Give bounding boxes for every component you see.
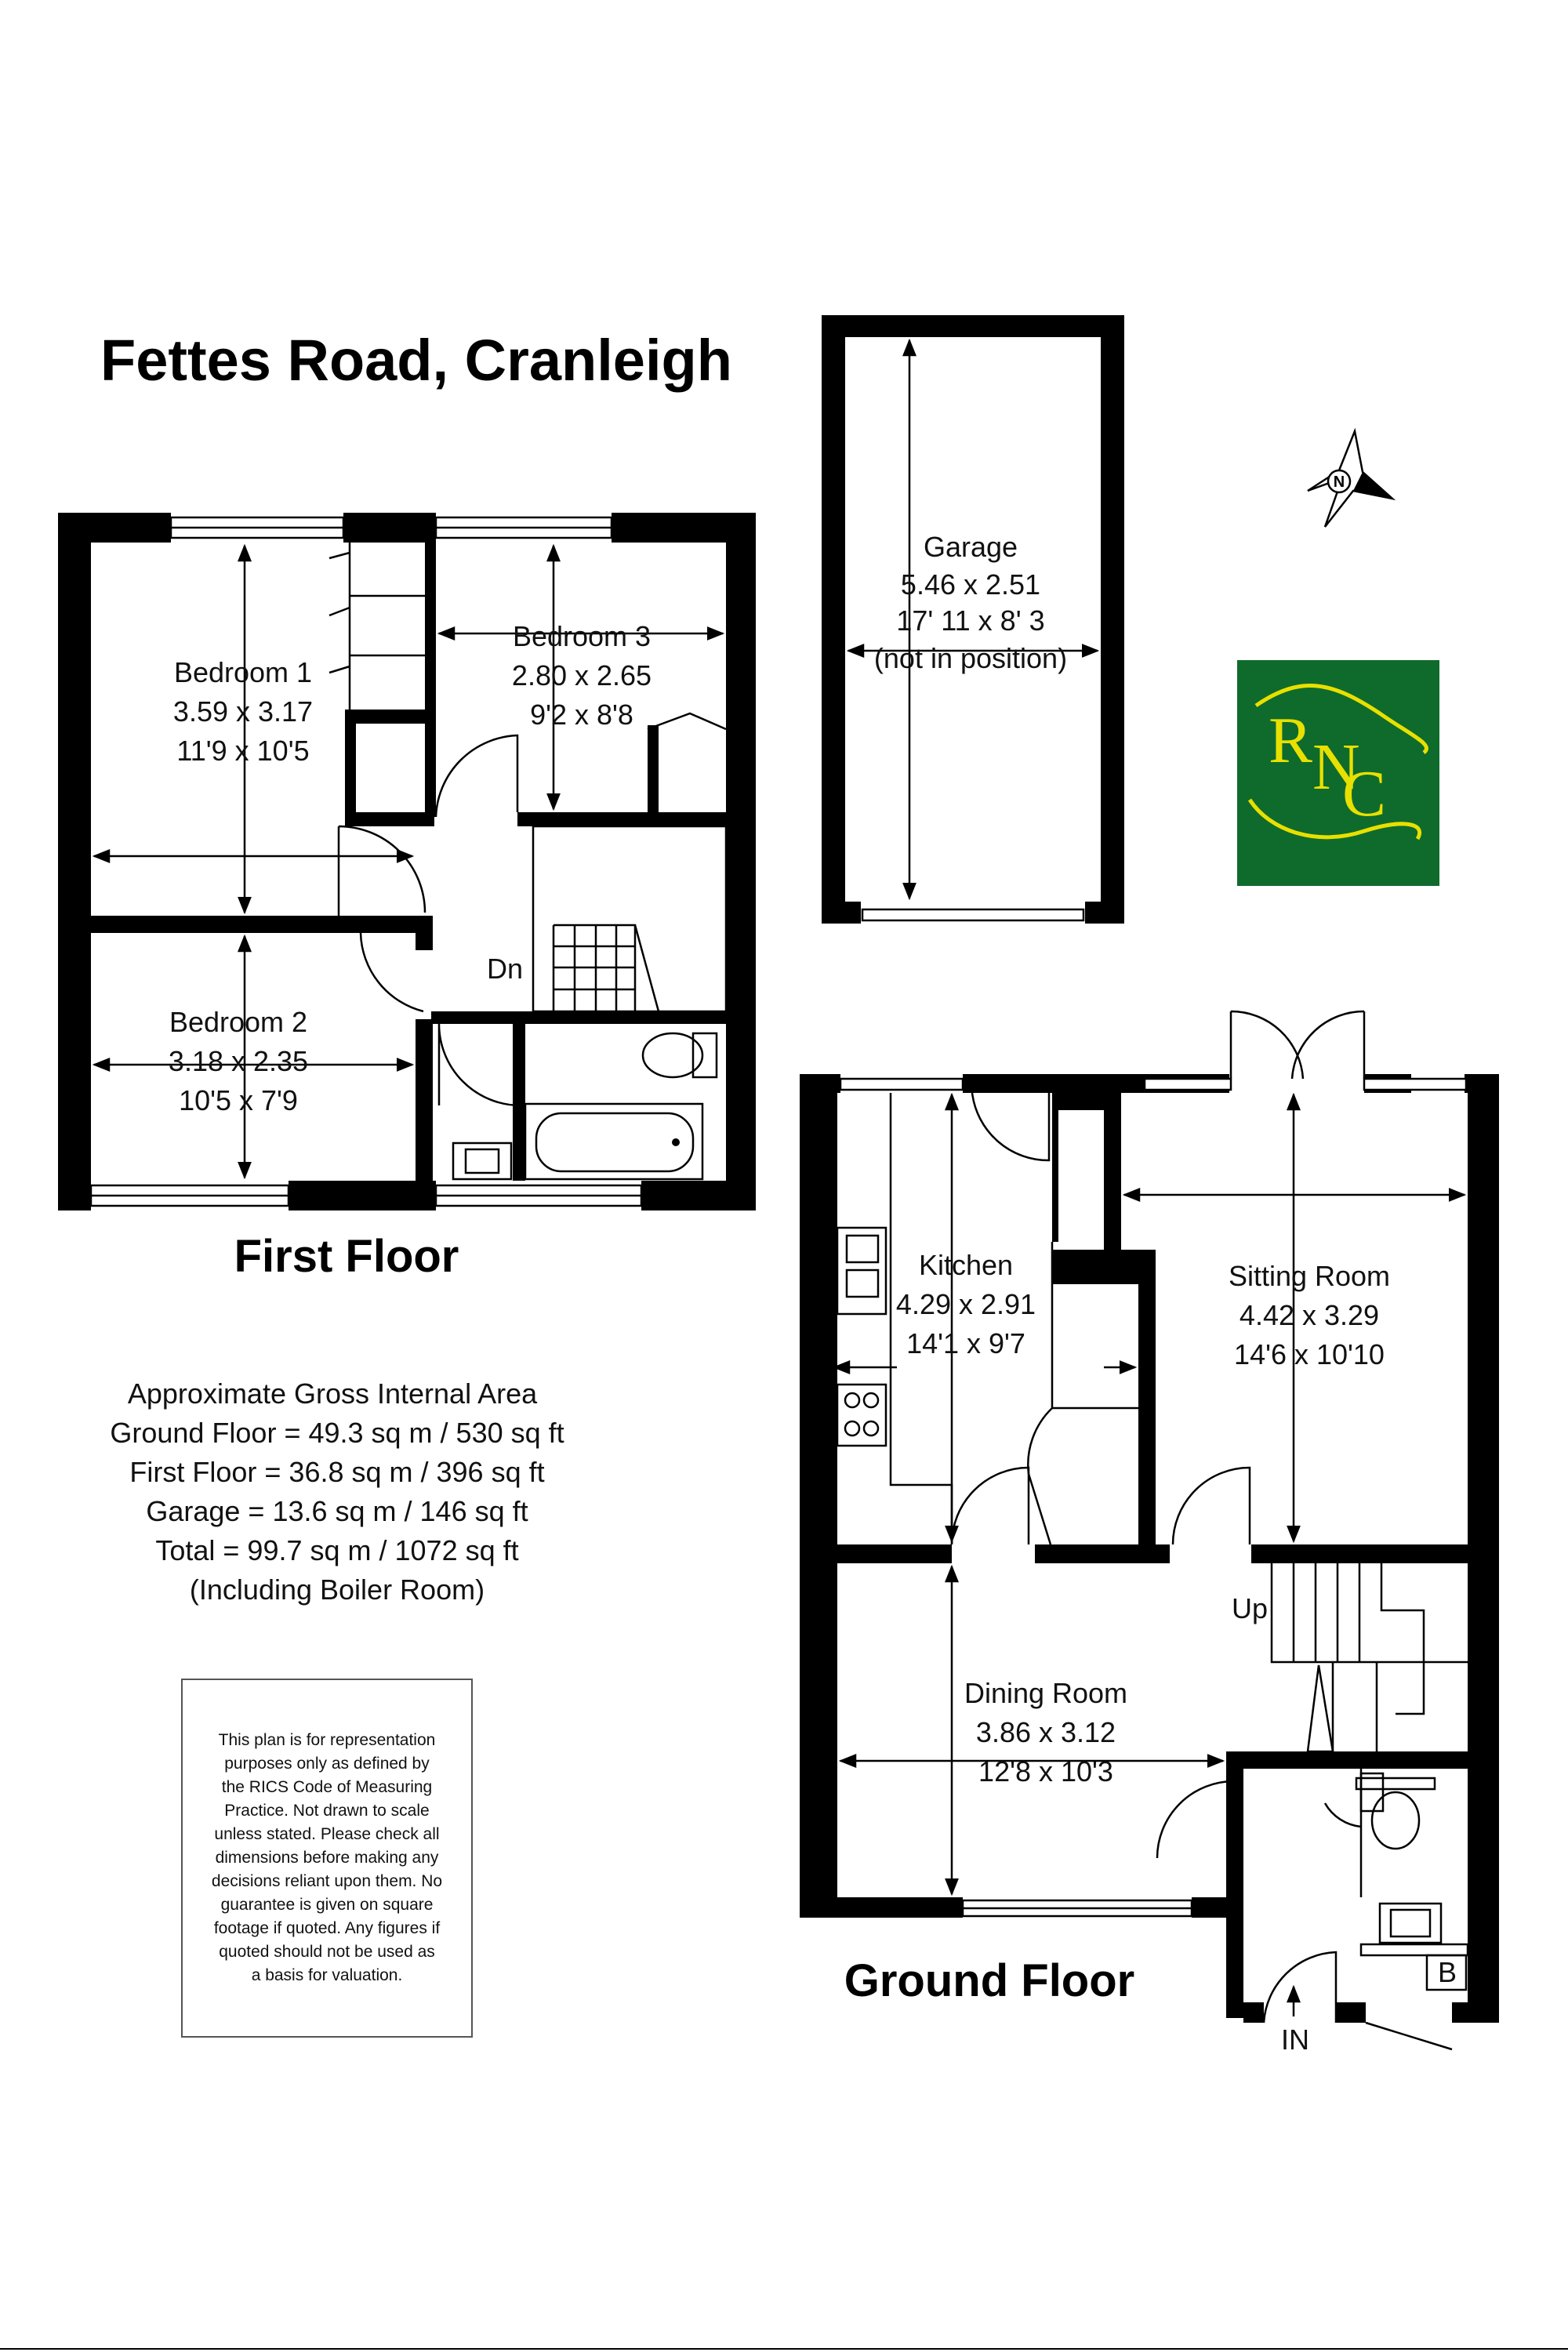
disclaimer-line: the RICS Code of Measuring (221, 1778, 433, 1796)
bedroom2-metric: 3.18 x 2.35 (168, 1045, 309, 1077)
garage-imperial: 17' 11 x 8' 3 (896, 604, 1045, 637)
bedroom3-metric: 2.80 x 2.65 (511, 659, 652, 691)
sitting-room-imperial: 14'6 x 10'10 (1234, 1338, 1385, 1370)
compass-letter: N (1333, 474, 1345, 491)
logo-letter-r: R (1269, 704, 1313, 777)
bedroom1-metric: 3.59 x 3.17 (172, 695, 314, 728)
compass-icon (1308, 431, 1392, 527)
area-total: Total = 99.7 sq m / 1072 sq ft (155, 1534, 519, 1566)
kitchen-imperial: 14'1 x 9'7 (906, 1327, 1025, 1359)
disclaimer-line: Practice. Not drawn to scale (224, 1802, 430, 1820)
disclaimer-line: dimensions before making any (215, 1849, 439, 1867)
disclaimer-line: guarantee is given on square (220, 1896, 434, 1914)
dining-room-imperial: 12'8 x 10'3 (978, 1755, 1113, 1788)
area-ground: Ground Floor = 49.3 sq m / 530 sq ft (110, 1417, 564, 1449)
area-first: First Floor = 36.8 sq m / 396 sq ft (129, 1456, 545, 1488)
disclaimer-line: unless stated. Please check all (214, 1825, 440, 1843)
sitting-room-name: Sitting Room (1228, 1260, 1391, 1292)
logo-letter-n: N (1312, 731, 1360, 804)
kitchen-metric: 4.29 x 2.91 (895, 1288, 1036, 1320)
plan-title: Fettes Road, Cranleigh (100, 328, 732, 393)
garage-name: Garage (923, 531, 1018, 563)
area-heading: Approximate Gross Internal Area (127, 1377, 538, 1410)
disclaimer-line: a basis for valuation. (251, 1966, 403, 1984)
disclaimer-line: footage if quoted. Any figures if (213, 1919, 441, 1937)
first-floor-plan (58, 513, 756, 1282)
disclaimer-line: quoted should not be used as (219, 1943, 435, 1961)
sitting-room-metric: 4.42 x 3.29 (1239, 1299, 1380, 1331)
entrance-label: IN (1281, 2024, 1309, 2056)
garage-metric: 5.46 x 2.51 (900, 568, 1041, 601)
garage-plan (822, 315, 1124, 924)
area-garage: Garage = 13.6 sq m / 146 sq ft (146, 1495, 528, 1527)
ground-floor-label: Ground Floor (844, 1955, 1135, 2006)
boiler-label: B (1437, 1956, 1457, 1988)
area-summary (110, 1377, 564, 1606)
garage-note: (not in position) (873, 642, 1068, 674)
stairs-down-label: Dn (486, 953, 524, 985)
ground-floor-plan (800, 1011, 1499, 2056)
dining-room-metric: 3.86 x 3.12 (975, 1716, 1116, 1748)
disclaimer-line: This plan is for representation (218, 1731, 436, 1749)
dining-room-name: Dining Room (964, 1677, 1128, 1709)
disclaimer-line: purposes only as defined by (224, 1755, 430, 1773)
bedroom3-name: Bedroom 3 (512, 620, 652, 652)
bedroom2-name: Bedroom 2 (169, 1006, 308, 1038)
disclaimer-box (182, 1679, 472, 2037)
first-floor-label: First Floor (234, 1231, 459, 1282)
stairs-up-label: Up (1231, 1592, 1269, 1624)
area-note: (Including Boiler Room) (189, 1573, 485, 1606)
kitchen-name: Kitchen (918, 1249, 1014, 1281)
bedroom1-imperial: 11'9 x 10'5 (176, 735, 310, 767)
bedroom3-imperial: 9'2 x 8'8 (530, 699, 633, 731)
bedroom1-name: Bedroom 1 (173, 656, 313, 688)
rnc-logo (1237, 660, 1439, 886)
logo-letter-c: C (1342, 757, 1387, 830)
bedroom2-imperial: 10'5 x 7'9 (179, 1084, 298, 1116)
disclaimer-line: decisions reliant upon them. No (211, 1872, 443, 1890)
